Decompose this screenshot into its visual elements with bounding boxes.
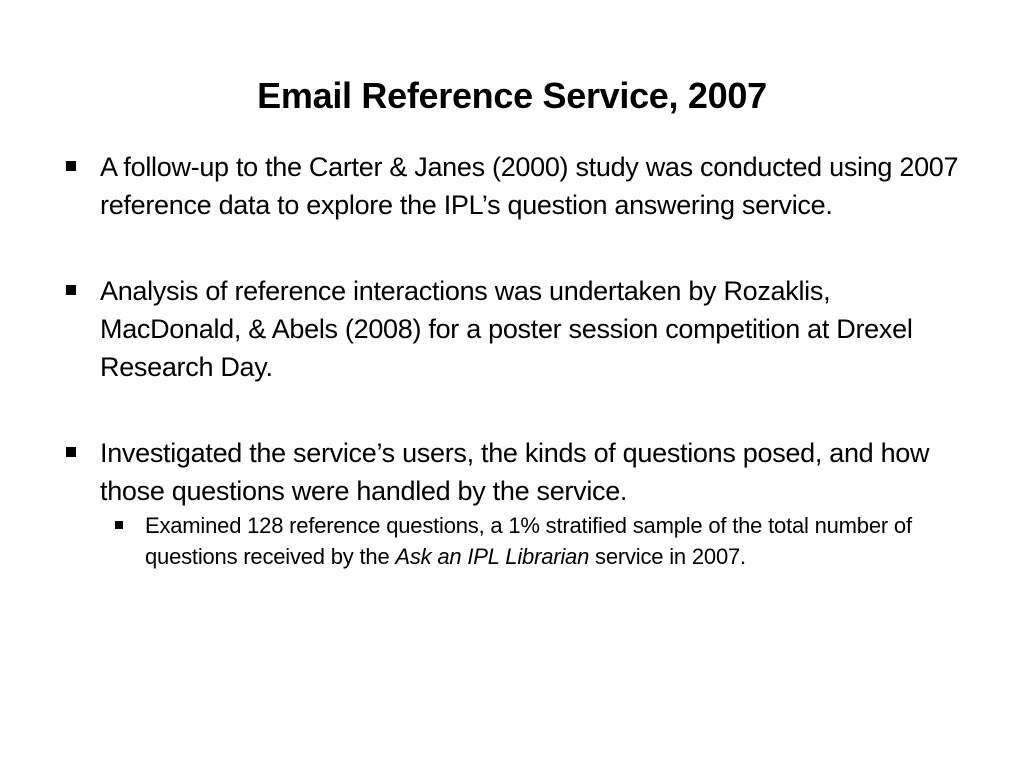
bullet-text: A follow-up to the Carter & Janes (2000) study was conducted using 2007 reference data to explore the IPL’s question answering service. xyxy=(100,152,959,220)
square-bullet-icon xyxy=(66,447,76,457)
bullet-item xyxy=(62,148,972,224)
square-bullet-icon xyxy=(66,285,76,295)
square-sub-bullet-icon xyxy=(115,521,123,529)
bullet-list xyxy=(62,148,972,572)
sub-bullet-text-after: service in 2007. xyxy=(589,544,746,569)
service-name-italic: Ask an IPL Librarian xyxy=(395,544,590,569)
sub-bullet-item xyxy=(100,510,972,572)
bullet-text: Analysis of reference interactions was undertaken by Rozaklis, MacDonald, & Abels (2008) for a poster session competition at Drexel Research Day. xyxy=(100,276,913,382)
sub-bullet-text-before: Examined 128 reference questions, a 1% stratified sample of the total number of questions received by the xyxy=(145,513,912,569)
bullet-item xyxy=(62,434,972,572)
square-bullet-icon xyxy=(66,161,76,171)
sub-bullet-list xyxy=(100,510,972,572)
slide-title: Email Reference Service, 2007 xyxy=(257,75,767,116)
bullet-item xyxy=(62,272,972,386)
bullet-text: Investigated the service’s users, the kinds of questions posed, and how those questions were handled by the service. xyxy=(100,438,930,506)
